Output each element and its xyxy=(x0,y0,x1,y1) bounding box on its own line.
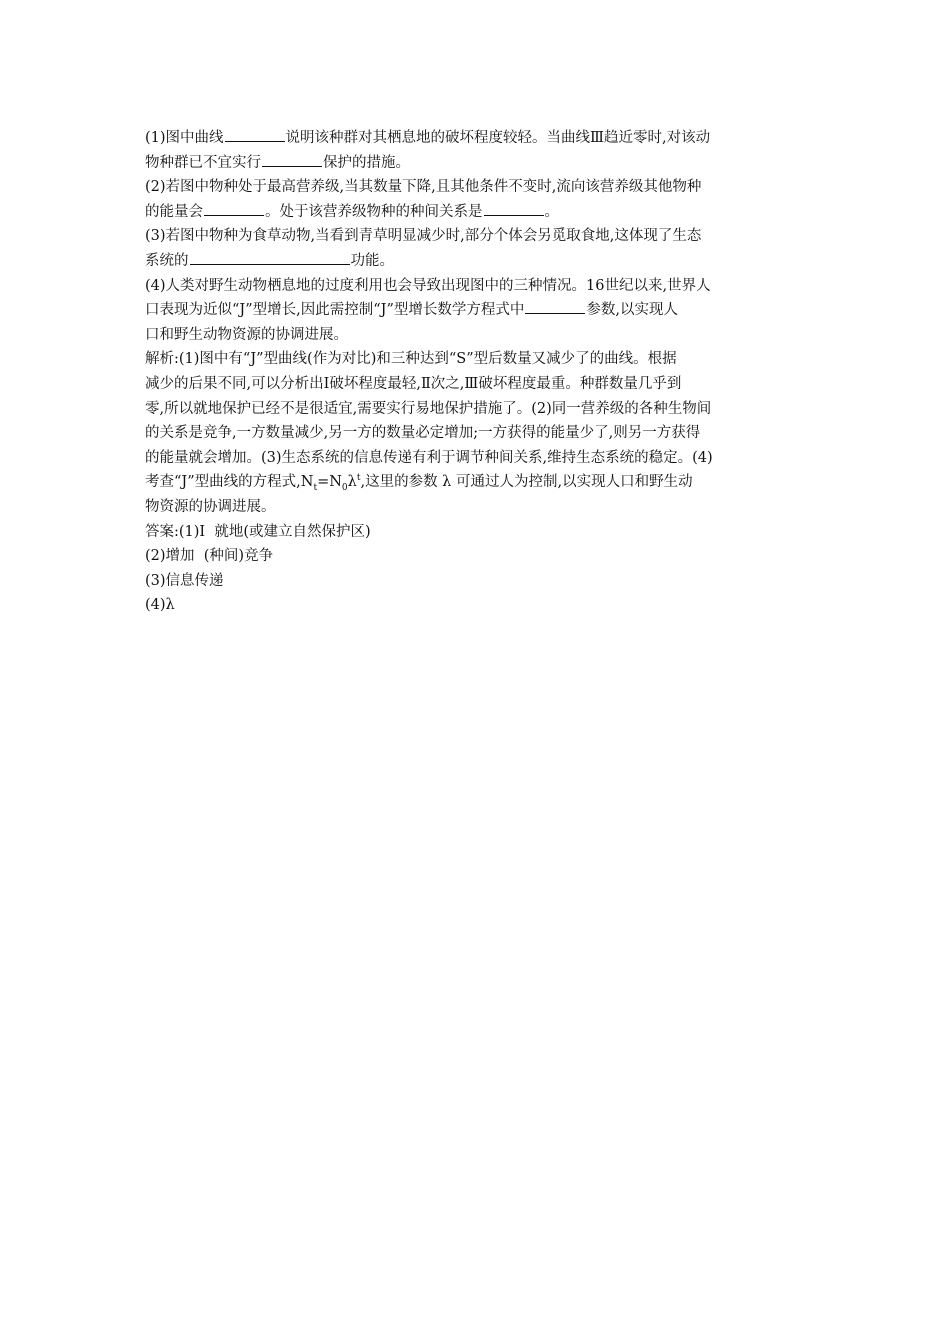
text: 物种群已不宜实行 xyxy=(145,154,261,171)
text: 。处于该营养级物种的种间关系是 xyxy=(265,203,483,220)
text: 系统的 xyxy=(145,252,189,269)
text: 功能。 xyxy=(350,252,394,269)
document-body xyxy=(145,126,807,618)
text: (2)增加 (种间)竞争 xyxy=(145,548,274,565)
subscript: 0 xyxy=(341,483,348,494)
analysis-line-1 xyxy=(145,347,807,372)
text: 物资源的协调进展。 xyxy=(145,498,276,515)
text: 答案:(1)Ⅰ 就地(或建立自然保护区) xyxy=(145,523,371,540)
text: 解析:(1)图中有“J”型曲线(作为对比)和三种达到“S”型后数量又减少了的曲线。根据 xyxy=(145,351,677,368)
question-1-line-2 xyxy=(145,151,807,176)
answer-blank xyxy=(262,151,322,167)
text: (3)信息传递 xyxy=(145,572,224,589)
answer-blank xyxy=(225,126,285,142)
text: 参数,以实现人 xyxy=(586,302,678,319)
question-4-line-1 xyxy=(145,274,807,299)
text: 的能量会 xyxy=(145,203,203,220)
text: λ xyxy=(347,474,357,491)
answer-blank xyxy=(204,200,264,216)
question-4-line-2 xyxy=(145,298,807,323)
text: 口和野生动物资源的协调进展。 xyxy=(145,326,348,343)
superscript: t xyxy=(356,473,361,484)
answer-blank xyxy=(190,249,350,265)
question-3-line-2 xyxy=(145,249,807,274)
text: 保护的措施。 xyxy=(323,154,410,171)
analysis-line-2 xyxy=(145,372,807,397)
analysis-line-3 xyxy=(145,397,807,422)
subscript: t xyxy=(313,483,318,494)
text: 的能量就会增加。(3)生态系统的信息传递有利于调节种间关系,维持生态系统的稳定。(4) xyxy=(145,449,713,466)
text: 。 xyxy=(544,203,559,220)
answer-blank xyxy=(525,298,585,314)
analysis-line-6 xyxy=(145,470,807,495)
text: 考查“J”型曲线的方程式,N xyxy=(145,474,314,491)
text: 零,所以就地保护已经不是很适宜,需要实行易地保护措施了。(2)同一营养级的各种生物间 xyxy=(145,400,712,417)
text: (1)图中曲线 xyxy=(145,130,224,146)
question-3-line-1 xyxy=(145,224,807,249)
text: 减少的后果不同,可以分析出Ⅰ破坏程度最轻,Ⅱ次之,Ⅲ破坏程度最重。种群数量几乎到 xyxy=(145,375,682,392)
text: 的关系是竞争,一方数量减少,另一方的数量必定增加;一方获得的能量少了,则另一方获得 xyxy=(145,425,701,442)
question-2-line-1 xyxy=(145,175,807,200)
answer-line-3 xyxy=(145,569,807,594)
answer-blank xyxy=(484,200,544,216)
text: (3)若图中物种为食草动物,当看到青草明显减少时,部分个体会另觅取食地,这体现了生态 xyxy=(145,228,702,245)
analysis-line-5 xyxy=(145,446,807,471)
text: ,这里的参数 λ 可通过人为控制,以实现人口和野生动 xyxy=(360,474,693,491)
analysis-line-7 xyxy=(145,495,807,520)
analysis-line-4 xyxy=(145,421,807,446)
text: 说明该种群对其栖息地的破坏程度较轻。当曲线Ⅲ趋近零时,对该动 xyxy=(285,130,711,146)
text: (4)人类对野生动物栖息地的过度利用也会导致出现图中的三种情况。16世纪以来,世界人 xyxy=(145,277,711,294)
question-2-line-2 xyxy=(145,200,807,225)
question-1-line-1 xyxy=(145,126,807,151)
question-4-line-3 xyxy=(145,323,807,348)
answer-line-2 xyxy=(145,544,807,569)
answer-line-1 xyxy=(145,520,807,545)
text: (4)λ xyxy=(145,597,175,614)
answer-line-4 xyxy=(145,593,807,618)
text: (2)若图中物种处于最高营养级,当其数量下降,且其他条件不变时,流向该营养级其他物种 xyxy=(145,179,702,196)
text: =N xyxy=(317,474,342,491)
text: 口表现为近似“J”型增长,因此需控制“J”型增长数学方程式中 xyxy=(145,302,525,319)
